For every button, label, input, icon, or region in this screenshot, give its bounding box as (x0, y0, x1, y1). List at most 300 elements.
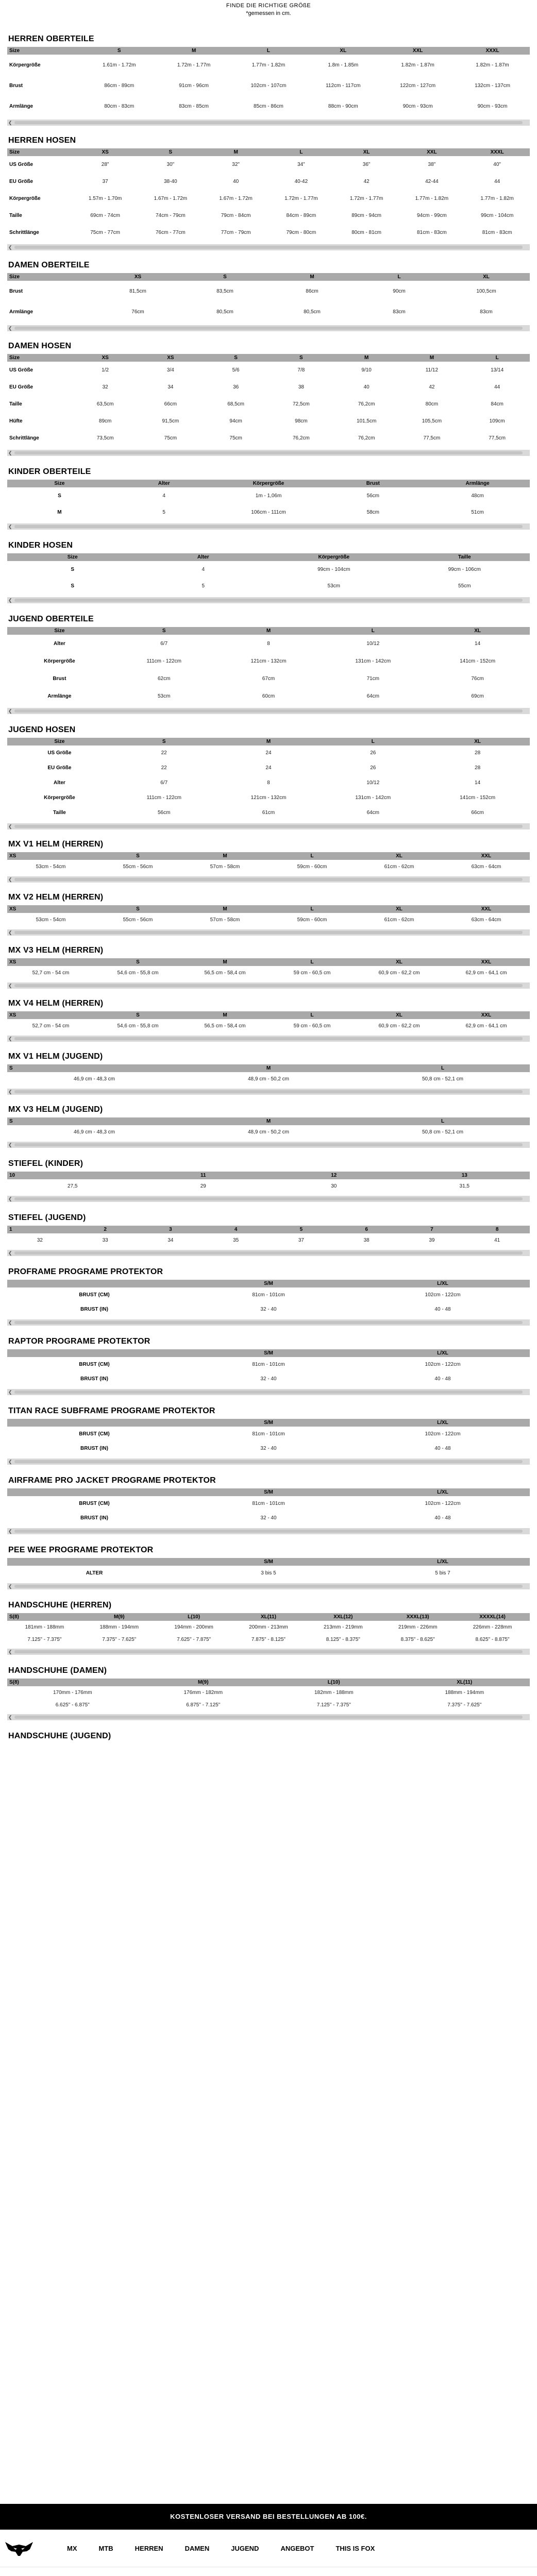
scroll-left-icon[interactable]: ❮ (8, 983, 12, 988)
table-cell: 83cm - 85cm (179, 103, 209, 109)
table-row (7, 578, 530, 594)
table-cell: 81cm - 101cm (252, 1292, 285, 1298)
table-cell: 91,5cm (162, 418, 179, 424)
row-label: Brust (9, 82, 23, 89)
column-header: M(9) (138, 1679, 269, 1686)
horizontal-scrollbar[interactable] (7, 1583, 530, 1589)
table-cell: 36 (233, 384, 239, 390)
column-header: XL (356, 1011, 443, 1019)
nav-item-herren[interactable]: HERREN (135, 2545, 163, 2552)
table-cell: 51cm (471, 509, 484, 515)
size-table (7, 47, 530, 116)
column-header: 11 (138, 1172, 269, 1179)
table-cell: 181mm - 188mm (25, 1624, 64, 1630)
table-header-row (7, 1226, 530, 1233)
table-cell: 32 - 40 (260, 1376, 277, 1382)
table-cell: 53cm - 54cm (36, 863, 66, 870)
table-cell: 99cm - 104cm (480, 213, 514, 218)
size-table (7, 958, 530, 979)
size-table (7, 1488, 530, 1525)
scroll-left-icon[interactable]: ❮ (8, 708, 12, 714)
page-header (0, 0, 537, 23)
table-cell: 41 (494, 1237, 500, 1243)
table-cell: 68,5cm (227, 401, 245, 407)
table-cell: 112cm - 117cm (326, 82, 361, 89)
scrollbar-thumb[interactable] (14, 1391, 523, 1394)
scrollbar-thumb[interactable] (14, 878, 523, 881)
row-label: BRUST (CM) (79, 1292, 110, 1298)
table-header-row (7, 148, 530, 156)
table-header-row (7, 1679, 530, 1686)
table-header-row (7, 905, 530, 913)
table-row (7, 173, 530, 190)
column-header (7, 1488, 181, 1496)
row-label: Taille (53, 810, 66, 816)
nav-item-jugend[interactable]: JUGEND (231, 2545, 259, 2552)
section-title: STIEFEL (KINDER) (8, 1159, 83, 1168)
horizontal-scrollbar[interactable] (7, 120, 530, 126)
nav-item-angebot[interactable]: ANGEBOT (280, 2545, 314, 2552)
scrollbar-thumb[interactable] (14, 525, 523, 528)
table-cell: 89cm - 94cm (351, 213, 382, 218)
section-stiefel-jugend (7, 1209, 530, 1256)
table-cell: 42-44 (425, 179, 439, 184)
row-label: US Größe (9, 162, 33, 167)
table-cell: 3 bis 5 (261, 1570, 276, 1576)
horizontal-scrollbar[interactable] (7, 1250, 530, 1256)
column-header: S(8) (7, 1613, 82, 1621)
column-header: XS (7, 852, 94, 860)
column-header: M (181, 905, 268, 913)
horizontal-scrollbar[interactable] (7, 1196, 530, 1202)
section-title: HERREN OBERTEILE (8, 35, 94, 43)
table-cell: 226mm - 228mm (473, 1624, 512, 1630)
scroll-left-icon[interactable]: ❮ (8, 598, 12, 603)
main-navigation (0, 2530, 537, 2567)
scroll-left-icon[interactable]: ❮ (8, 450, 12, 455)
size-table (7, 1117, 530, 1139)
table-cell: 59cm - 60cm (297, 863, 327, 870)
column-header: L(10) (157, 1613, 231, 1621)
row-label: US Größe (47, 750, 72, 756)
table-row (7, 504, 530, 520)
table-row (7, 1633, 530, 1646)
table-cell: 52,7 cm - 54 cm (32, 1023, 70, 1029)
table-cell: 6/7 (160, 780, 168, 786)
table-cell: 102cm - 122cm (425, 1361, 461, 1367)
table-cell: 77,5cm (423, 435, 441, 441)
column-header: S/M (181, 1419, 356, 1427)
table-cell: 59 cm - 60,5 cm (293, 970, 331, 976)
horizontal-scrollbar[interactable] (7, 1036, 530, 1042)
table-cell: 81cm - 83cm (416, 230, 447, 235)
horizontal-scrollbar[interactable] (7, 1649, 530, 1655)
scroll-left-icon[interactable]: ❮ (8, 1250, 12, 1256)
row-label: BRUST (CM) (79, 1361, 110, 1367)
column-header: M (181, 958, 268, 966)
table-cell: 57cm - 58cm (210, 917, 240, 923)
scrollbar-thumb[interactable] (14, 121, 523, 124)
scroll-left-icon[interactable]: ❮ (8, 930, 12, 935)
column-header: XXL (443, 1011, 530, 1019)
table-cell: 84cm (491, 401, 504, 407)
scrollbar-thumb[interactable] (14, 327, 523, 330)
scrollbar-thumb[interactable] (14, 931, 523, 934)
scrollbar-thumb[interactable] (14, 451, 523, 454)
horizontal-scrollbar[interactable] (7, 1142, 530, 1148)
horizontal-scrollbar[interactable] (7, 1389, 530, 1395)
table-cell: 194mm - 200mm (174, 1624, 213, 1630)
scrollbar-thumb[interactable] (14, 1650, 523, 1653)
horizontal-scrollbar[interactable] (7, 244, 530, 250)
table-cell: 81,5cm (129, 288, 146, 294)
table-cell: 48cm (471, 493, 484, 499)
table-cell: 24 (265, 750, 272, 756)
scroll-left-icon[interactable]: ❮ (8, 1036, 12, 1041)
table-cell: 188mm - 194mm (99, 1624, 139, 1630)
table-cell: 67cm (262, 675, 275, 682)
section-title: DAMEN OBERTEILE (8, 261, 90, 269)
table-cell: 63,5cm (96, 401, 114, 407)
table-row (7, 379, 530, 396)
column-header: S (138, 148, 204, 156)
column-header: L/XL (356, 1488, 530, 1496)
horizontal-scrollbar[interactable] (7, 450, 530, 456)
table-cell: 5/6 (232, 367, 240, 373)
table-cell: 76,2cm (292, 435, 310, 441)
section-title: TITAN RACE SUBFRAME PROGRAME PROTEKTOR (8, 1406, 215, 1415)
size-table (7, 1349, 530, 1386)
scroll-left-icon[interactable]: ❮ (8, 1320, 12, 1325)
table-cell: 176mm - 182mm (183, 1689, 223, 1696)
scrollbar-thumb[interactable] (14, 984, 523, 987)
table-cell: 1.8m - 1.85m (328, 62, 359, 68)
column-header: S (94, 905, 181, 913)
table-cell: 81cm - 101cm (252, 1361, 285, 1367)
table-cell: 111cm - 122cm (146, 658, 181, 664)
page-subtitle: *gemessen in cm. (246, 10, 291, 16)
table-cell: 34 (167, 1237, 174, 1243)
scrollbar-thumb[interactable] (14, 1716, 523, 1719)
table-cell: 50,8 cm - 52,1 cm (422, 1076, 464, 1082)
scroll-left-icon[interactable]: ❮ (8, 326, 12, 331)
nav-item-mx[interactable]: MX (67, 2545, 77, 2552)
section-airframe-pro-jacket-programe-protektor (7, 1472, 530, 1534)
table-cell: 40 (363, 384, 370, 390)
table-cell: 10/12 (366, 780, 380, 786)
table-header-row (7, 354, 530, 362)
size-table (7, 553, 530, 594)
column-header: XXXL (464, 148, 530, 156)
row-label: Taille (9, 213, 22, 218)
scrollbar-thumb[interactable] (14, 246, 523, 249)
table-cell: 83cm (480, 309, 493, 315)
table-row (7, 1019, 530, 1032)
horizontal-scrollbar[interactable] (7, 325, 530, 331)
column-header: S (7, 1117, 181, 1125)
row-label: S (71, 583, 75, 589)
table-cell: 6/7 (160, 640, 168, 647)
table-cell: 74cm - 79cm (155, 213, 186, 218)
horizontal-scrollbar[interactable] (7, 929, 530, 936)
row-label: Schrittlänge (9, 435, 39, 441)
nav-item-damen[interactable]: DAMEN (184, 2545, 210, 2552)
table-cell: 1.77m - 1.82m (251, 62, 286, 68)
table-cell: 40-42 (294, 179, 308, 184)
horizontal-scrollbar[interactable] (7, 1459, 530, 1465)
column-header: 4 (203, 1226, 268, 1233)
table-header-row (7, 1064, 530, 1072)
table-cell: 88cm - 90cm (328, 103, 358, 109)
column-header: XL(11) (399, 1679, 530, 1686)
scrollbar-thumb[interactable] (14, 1197, 523, 1200)
column-header: Alter (138, 553, 269, 561)
horizontal-scrollbar[interactable] (7, 1528, 530, 1534)
table-cell: 36" (362, 162, 371, 167)
table-cell: 100,5cm (476, 288, 496, 294)
scroll-left-icon[interactable]: ❮ (8, 824, 12, 829)
table-row (7, 1427, 530, 1441)
scrollbar-thumb[interactable] (14, 825, 523, 828)
scroll-left-icon[interactable]: ❮ (8, 1142, 12, 1147)
size-table (7, 852, 530, 873)
table-cell: 29 (200, 1183, 206, 1189)
scrollbar-thumb[interactable] (14, 1037, 523, 1040)
table-cell: 32 (102, 384, 108, 390)
table-cell: 59cm - 60cm (297, 917, 327, 923)
row-label: BRUST (CM) (79, 1500, 110, 1506)
table-cell: 1.72m - 1.77m (349, 196, 383, 201)
column-header: L (321, 627, 425, 635)
table-cell: 26 (370, 765, 376, 771)
column-header: 7 (399, 1226, 465, 1233)
table-cell: 131cm - 142cm (355, 795, 391, 801)
table-row (7, 687, 530, 705)
column-header: Size (7, 738, 112, 745)
table-cell: 76cm (131, 309, 144, 315)
row-label: EU Größe (9, 179, 33, 184)
table-cell: 60cm (262, 693, 275, 699)
table-cell: 40 (233, 179, 239, 184)
table-cell: 102cm - 122cm (425, 1431, 461, 1437)
column-header: Körpergröße (268, 553, 399, 561)
table-cell: 7.375" - 7.625" (447, 1702, 482, 1708)
scrollbar-thumb[interactable] (14, 709, 523, 713)
column-header: L (231, 47, 306, 55)
scroll-left-icon[interactable]: ❮ (8, 1459, 12, 1464)
row-label: Körpergröße (9, 196, 41, 201)
table-cell: 63cm - 64cm (471, 863, 501, 870)
table-cell: 37 (102, 179, 108, 184)
table-cell: 1.61m - 1.72m (103, 62, 136, 68)
table-cell: 35 (233, 1237, 239, 1243)
shipping-banner (0, 2504, 537, 2530)
table-cell: 81cm - 83cm (482, 230, 512, 235)
horizontal-scrollbar[interactable] (7, 597, 530, 603)
column-header: XXL (399, 148, 465, 156)
table-cell: 102cm - 122cm (425, 1500, 461, 1506)
column-header: M (181, 852, 268, 860)
section-proframe-programe-protektor (7, 1263, 530, 1326)
horizontal-scrollbar[interactable] (7, 523, 530, 530)
column-header: XL (356, 958, 443, 966)
column-header (7, 1419, 181, 1427)
horizontal-scrollbar[interactable] (7, 1089, 530, 1095)
horizontal-scrollbar[interactable] (7, 708, 530, 714)
column-header: S (94, 852, 181, 860)
table-cell: 53cm (157, 693, 171, 699)
table-cell: 14 (475, 780, 481, 786)
table-cell: 90cm (393, 288, 406, 294)
column-header: M (181, 1011, 268, 1019)
section-mx-v1-helm-herren (7, 836, 530, 883)
table-row (7, 1357, 530, 1371)
column-header: XXXXL(14) (455, 1613, 530, 1621)
table-header-row (7, 1488, 530, 1496)
row-label: BRUST (IN) (80, 1445, 108, 1451)
table-cell: 30" (166, 162, 175, 167)
row-label: Brust (53, 675, 66, 682)
table-cell: 66cm (471, 810, 484, 816)
scrollbar-thumb[interactable] (14, 1460, 523, 1463)
table-row (7, 190, 530, 207)
scroll-left-icon[interactable]: ❮ (8, 1089, 12, 1094)
scroll-left-icon[interactable]: ❮ (8, 1389, 12, 1395)
column-header: XL(11) (231, 1613, 306, 1621)
table-cell: 14 (475, 640, 481, 647)
column-header: M (181, 1117, 356, 1125)
column-header: L(10) (268, 1679, 399, 1686)
scrollbar-thumb[interactable] (14, 1321, 523, 1324)
table-cell: 46,9 cm - 48,3 cm (73, 1129, 115, 1135)
table-cell: 86cm (306, 288, 318, 294)
table-row (7, 207, 530, 224)
horizontal-scrollbar[interactable] (7, 823, 530, 829)
horizontal-scrollbar[interactable] (7, 1319, 530, 1326)
table-cell: 24 (265, 765, 272, 771)
table-row (7, 75, 530, 96)
scrollbar-thumb[interactable] (14, 599, 523, 602)
table-cell: 11/12 (425, 367, 439, 373)
table-row (7, 55, 530, 75)
table-cell: 106cm - 111cm (251, 509, 286, 515)
column-header: S/M (181, 1558, 356, 1566)
table-row (7, 1371, 530, 1386)
table-header-row (7, 1117, 530, 1125)
table-cell: 61cm - 62cm (384, 917, 414, 923)
column-header: XS (138, 354, 204, 362)
scroll-left-icon[interactable]: ❮ (8, 877, 12, 882)
table-row (7, 1233, 530, 1247)
scroll-left-icon[interactable]: ❮ (8, 1715, 12, 1720)
column-header: M(9) (82, 1613, 157, 1621)
table-cell: 34 (167, 384, 174, 390)
table-cell: 80cm - 83cm (104, 103, 135, 109)
scrollbar-thumb[interactable] (14, 1530, 523, 1533)
column-header: S (203, 354, 268, 362)
table-header-row (7, 553, 530, 561)
table-cell: 80cm - 81cm (351, 230, 382, 235)
table-cell: 7.375" - 7.625" (102, 1636, 137, 1642)
scrollbar-thumb[interactable] (14, 1585, 523, 1588)
table-cell: 76,2cm (358, 401, 375, 407)
table-cell: 6.875" - 7.125" (186, 1702, 221, 1708)
column-header: XXL(12) (306, 1613, 380, 1621)
table-cell: 132cm - 137cm (475, 82, 510, 89)
column-header: XL (306, 47, 380, 55)
table-cell: 76,2cm (358, 435, 375, 441)
table-cell: 1.77m - 1.82m (415, 196, 449, 201)
column-header: XL (356, 905, 443, 913)
column-header: L (356, 1064, 530, 1072)
scrollbar-thumb[interactable] (14, 1090, 523, 1093)
row-label: BRUST (IN) (80, 1515, 108, 1521)
row-label: Brust (9, 288, 23, 294)
table-cell: 62cm (157, 675, 171, 682)
row-label: BRUST (IN) (80, 1306, 108, 1312)
scroll-left-icon[interactable]: ❮ (8, 1584, 12, 1589)
table-cell: 79cm - 84cm (221, 213, 251, 218)
nav-item-mtb[interactable]: MTB (98, 2545, 113, 2552)
scroll-left-icon[interactable]: ❮ (8, 1649, 12, 1654)
fox-head-logo-icon[interactable] (4, 2540, 34, 2557)
column-header: S (82, 47, 157, 55)
table-cell: 28" (101, 162, 109, 167)
scrollbar-thumb[interactable] (14, 1251, 523, 1255)
table-row (7, 362, 530, 379)
column-header: XS (73, 354, 138, 362)
nav-item-this-is-fox[interactable]: THIS IS FOX (335, 2545, 375, 2552)
table-cell: 188mm - 194mm (445, 1689, 484, 1696)
scroll-left-icon[interactable]: ❮ (8, 1529, 12, 1534)
section-raptor-programe-protektor (7, 1333, 530, 1395)
table-row (7, 281, 530, 301)
table-row (7, 1072, 530, 1086)
section-title: KINDER HOSEN (8, 541, 73, 550)
table-cell: 7.625" - 7.875" (177, 1636, 211, 1642)
section-title: HANDSCHUHE (JUGEND) (8, 1732, 111, 1740)
table-cell: 99cm - 104cm (317, 566, 350, 572)
horizontal-scrollbar[interactable] (7, 1714, 530, 1720)
column-header: L (464, 354, 530, 362)
column-header: M (334, 354, 399, 362)
scroll-left-icon[interactable]: ❮ (8, 245, 12, 250)
table-cell: 40 - 48 (434, 1515, 451, 1521)
table-header-row (7, 1419, 530, 1427)
column-header (7, 1349, 181, 1357)
scrollbar-thumb[interactable] (14, 1143, 523, 1146)
horizontal-scrollbar[interactable] (7, 982, 530, 989)
table-cell: 77,5cm (489, 435, 506, 441)
scroll-left-icon[interactable]: ❮ (8, 120, 12, 125)
column-header: S(8) (7, 1679, 138, 1686)
table-row (7, 805, 530, 820)
size-table (7, 1679, 530, 1711)
table-cell: 4 (202, 566, 205, 572)
scroll-left-icon[interactable]: ❮ (8, 1196, 12, 1201)
table-cell: 8.375" - 8.625" (400, 1636, 435, 1642)
table-cell: 131cm - 142cm (355, 658, 391, 664)
column-header: L (268, 148, 334, 156)
table-cell: 182mm - 188mm (314, 1689, 354, 1696)
row-label: Alter (54, 780, 65, 786)
horizontal-scrollbar[interactable] (7, 876, 530, 883)
section-mx-v1-helm-jugend (7, 1048, 530, 1095)
scroll-left-icon[interactable]: ❮ (8, 524, 12, 529)
table-cell: 1.82m - 1.87m (476, 62, 509, 68)
table-cell: 91cm - 96cm (179, 82, 209, 89)
column-header: Körpergröße (216, 480, 321, 487)
